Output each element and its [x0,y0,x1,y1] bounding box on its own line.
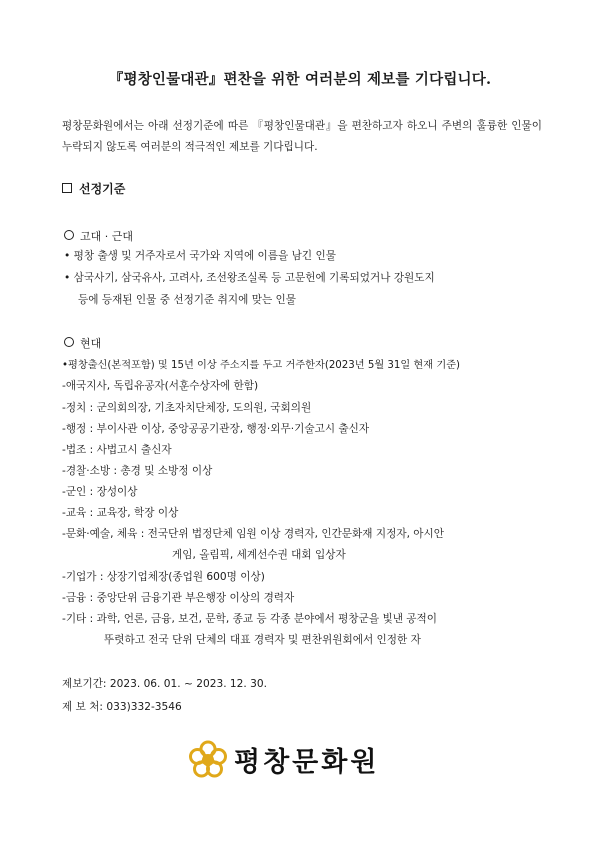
circle-bullet-icon [64,337,74,347]
modern-item: -경찰·소방 : 총경 및 소방정 이상 [62,465,213,477]
modern-heading [64,335,101,351]
flower-emblem-icon [186,738,230,782]
modern-item: -교육 : 교육장, 학장 이상 [62,507,179,519]
circle-bullet-icon [64,230,74,240]
modern-item: -금융 : 중앙단위 금융기관 부은행장 이상의 경력자 [62,592,295,604]
ancient-heading-label: 고대 · 근대 [80,230,133,243]
intro-paragraph: 평창문화원에서는 아래 선정기준에 따른 『평창인물대관』을 편찬하고자 하오니 주변의 훌륭한 인물이 누락되지 않도록 여러분의 적극적인 제보를 기다립니다. [62,120,542,153]
document-title: 『평창인물대관』편찬을 위한 여러분의 제보를 기다립니다. [108,71,492,88]
cultural-center-logo [186,738,416,784]
checkbox-square-icon [62,183,72,193]
selection-criteria-heading [62,180,125,197]
modern-item: -행정 : 부이사관 이상, 중앙공공기관장, 행정·외무·기술고시 출신자 [62,423,370,435]
modern-item: -기업가 : 상장기업체장(종업원 600명 이상) [62,571,265,583]
selection-criteria-label: 선정기준 [79,182,126,196]
modern-item: -정치 : 군의회의장, 기초자치단체장, 도의원, 국회의원 [62,402,312,414]
submission-period: 제보기간: 2023. 06. 01. ~ 2023. 12. 30. [62,678,267,690]
modern-item: -기타 : 과학, 언론, 금융, 보건, 문학, 종교 등 각종 분야에서 평창군을 빛낸 공적이 [62,613,438,625]
logo-wordmark: 평창문화원 [234,747,380,778]
modern-item: •평창출신(본적포함) 및 15년 이상 주소지를 두고 거주한자(2023년 5월 31일 현재 기준) [62,360,461,371]
ancient-heading [64,228,133,244]
modern-item: 뚜렷하고 전국 단위 단체의 대표 경력자 및 편찬위원회에서 인정한 자 [104,634,421,646]
modern-heading-label: 현대 [80,337,102,350]
ancient-item: 등에 등재된 인물 중 선정기준 취지에 맞는 인물 [78,294,297,306]
modern-item: 게임, 올림픽, 세계선수권 대회 입상자 [172,549,346,561]
modern-item: -문화·예술, 체육 : 전국단위 법정단체 임원 이상 경력자, 인간문화재 지정자, 아시안 [62,528,445,540]
modern-item: -법조 : 사법고시 출신자 [62,444,172,456]
modern-item: -애국지사, 독립유공자(서훈수상자에 한함) [62,380,259,392]
ancient-item: • 삼국사기, 삼국유사, 고려사, 조선왕조실록 등 고문헌에 기록되었거나 강원도지 [64,272,435,284]
submission-contact: 제 보 처: 033)332-3546 [62,701,182,713]
ancient-item: • 평창 출생 및 거주자로서 국가와 지역에 이름을 남긴 인물 [64,250,336,262]
modern-item: -군인 : 장성이상 [62,486,138,498]
